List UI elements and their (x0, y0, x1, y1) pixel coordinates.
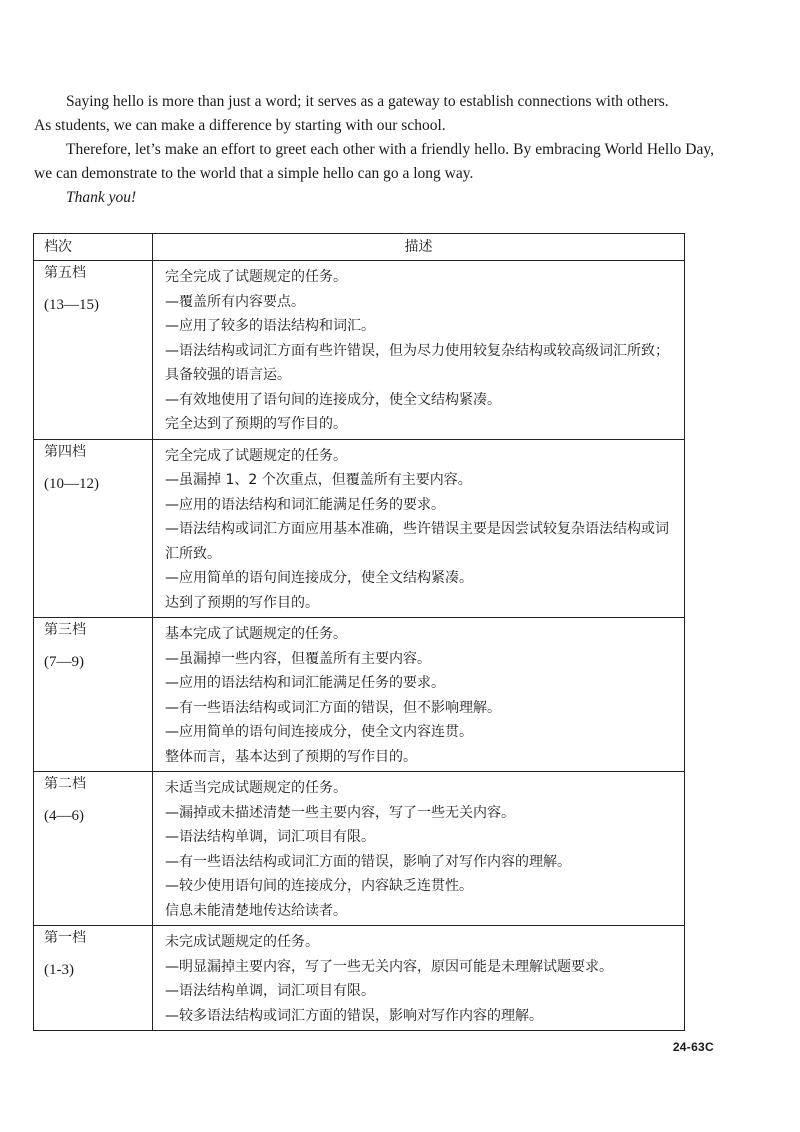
description-line: —应用的语法结构和词汇能满足任务的要求。 (165, 496, 445, 513)
description-line: 整体而言，基本达到了预期的写作目的。 (165, 748, 417, 765)
intro-paragraph-1-continued: As students, we can make a difference by starting with our school. (34, 117, 446, 134)
level-name: 第一档 (44, 930, 86, 946)
level-name: 第二档 (44, 776, 86, 792)
description-line: —明显漏掉主要内容，写了一些无关内容，原因可能是未理解试题要求。 (165, 958, 613, 975)
level-score-range: (7—9) (44, 654, 84, 670)
description-line: 达到了预期的写作目的。 (165, 594, 319, 611)
table-row (34, 261, 685, 440)
essay-closing-text (34, 90, 714, 210)
description-cell (153, 772, 685, 926)
description-line: —较少使用语句间的连接成分，内容缺乏连贯性。 (165, 878, 473, 894)
rubric-body (34, 261, 685, 1031)
table-row (34, 439, 685, 618)
level-name: 第三档 (44, 622, 86, 638)
table-row (34, 618, 685, 772)
description-cell (153, 439, 685, 618)
closing-thanks: Thank you! (66, 189, 137, 206)
description-cell (153, 261, 685, 440)
table-row (34, 926, 685, 1031)
description-line: 未完成试题规定的任务。 (165, 934, 319, 950)
description-line: —应用了较多的语法结构和词汇。 (165, 318, 375, 334)
description-line: —覆盖所有内容要点。 (165, 293, 305, 310)
description-line: 完全完成了试题规定的任务。 (165, 269, 347, 285)
description-line: —虽漏掉一些内容，但覆盖所有主要内容。 (165, 650, 431, 667)
description-line: —语法结构单调，词汇项目有限。 (165, 983, 375, 999)
table-row (34, 772, 685, 926)
header-level: 档次 (34, 234, 153, 261)
description-line: —漏掉或未描述清楚一些主要内容，写了一些无关内容。 (165, 804, 515, 821)
description-line: —语法结构或词汇方面应用基本准确，些许错误主要是因尝试较复杂语法结构或词汇所致。 (165, 521, 669, 562)
header-description: 描述 (153, 234, 685, 261)
level-cell (34, 261, 153, 440)
description-line: 完全完成了试题规定的任务。 (165, 447, 347, 464)
description-line: —较多语法结构或词汇方面的错误，影响对写作内容的理解。 (165, 1007, 543, 1024)
description-cell (153, 926, 685, 1031)
description-line: —有一些语法结构或词汇方面的错误，影响了对写作内容的理解。 (165, 853, 571, 870)
level-score-range: (13—15) (44, 297, 99, 313)
level-score-range: (1-3) (44, 962, 74, 978)
description-line: 完全达到了预期的写作目的。 (165, 416, 347, 432)
description-line: —应用的语法结构和词汇能满足任务的要求。 (165, 675, 445, 691)
description-line: 信息未能清楚地传达给读者。 (165, 902, 347, 919)
level-name: 第四档 (44, 443, 86, 460)
description-line: —应用简单的语句间连接成分，使全文内容连贯。 (165, 724, 473, 740)
description-line: —语法结构单调，词汇项目有限。 (165, 829, 375, 845)
scoring-rubric-table (33, 233, 685, 1031)
level-cell (34, 439, 153, 618)
level-score-range: (10—12) (44, 475, 99, 492)
intro-paragraph-2: Therefore, let’s make an effort to greet each other with a friendly hello. By embracing World Hello Day, we can demonstrate to the world that a simple hello can go a long way. (34, 141, 714, 182)
level-cell (34, 772, 153, 926)
description-line: —语法结构或词汇方面有些许错误，但为尽力使用较复杂结构或较高级词汇所致；具备较强的语言运。 (165, 342, 669, 383)
description-line: —虽漏掉 1、2 个次重点，但覆盖所有主要内容。 (165, 472, 472, 488)
description-line: 基本完成了试题规定的任务。 (165, 626, 347, 642)
description-line: —应用简单的语句间连接成分，使全文结构紧凑。 (165, 570, 473, 586)
description-line: —有效地使用了语句间的连接成分，使全文结构紧凑。 (165, 391, 501, 408)
description-line: 未适当完成试题规定的任务。 (165, 780, 347, 796)
level-name: 第五档 (44, 265, 86, 281)
intro-paragraph-1: Saying hello is more than just a word; it serves as a gateway to establish connections with others. (66, 93, 669, 110)
level-cell (34, 618, 153, 772)
page-code: 24-63C (672, 1040, 714, 1054)
level-score-range: (4—6) (44, 808, 84, 824)
description-line: —有一些语法结构或词汇方面的错误，但不影响理解。 (165, 699, 501, 716)
level-cell (34, 926, 153, 1031)
table-header-row (34, 234, 685, 261)
description-cell (153, 618, 685, 772)
